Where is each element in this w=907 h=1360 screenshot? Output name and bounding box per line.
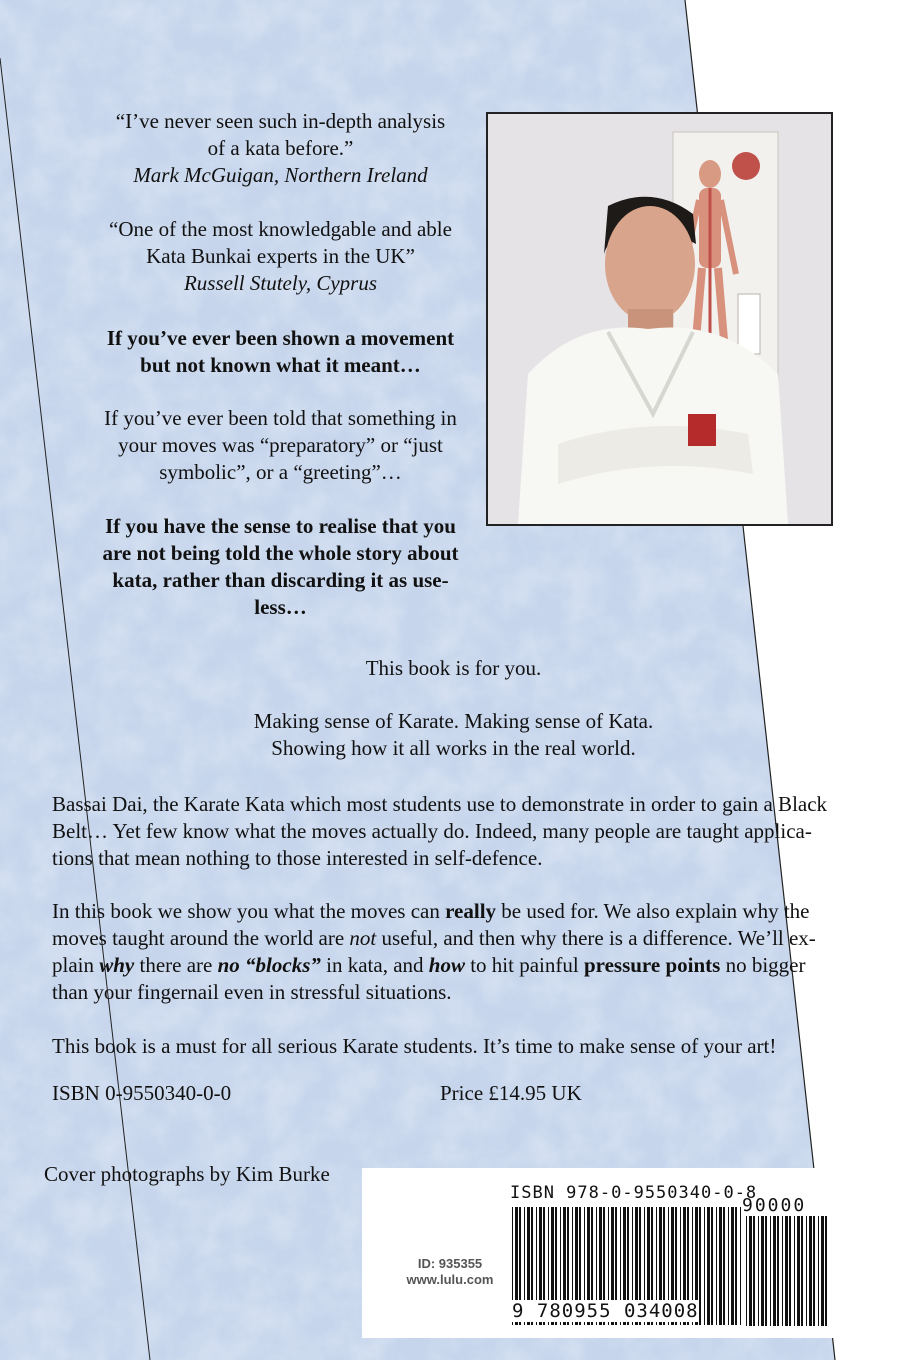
isbn-13-label: ISBN 978-0-9550340-0-8 xyxy=(510,1183,758,1203)
quote-text-line: “One of the most knowledgable and able xyxy=(109,217,452,241)
pitch-line: symbolic”, or a “greeting”… xyxy=(159,460,402,484)
text-run: useful, and then why there is a difference. We’ll ex- xyxy=(376,926,816,950)
tagline-line-1: Making sense of Karate. Making sense of Kata. xyxy=(253,709,654,733)
barcode-bar xyxy=(813,1216,815,1326)
barcode-bar xyxy=(753,1216,755,1326)
barcode-bar xyxy=(758,1216,759,1326)
pitch-whole-story xyxy=(88,513,473,621)
price: Price £14.95 UK xyxy=(440,1081,582,1105)
karateka-portrait-illustration xyxy=(488,114,831,524)
quote-text-line: Kata Bunkai experts in the UK” xyxy=(146,244,415,268)
barcode-bar xyxy=(731,1207,734,1325)
pitch-line: If you’ve ever been shown a movement xyxy=(106,326,455,350)
quote-mcguigan xyxy=(88,108,473,189)
barcode-bar xyxy=(716,1207,717,1325)
barcode-bar xyxy=(728,1207,729,1325)
barcode-bar xyxy=(782,1216,783,1326)
paragraph-line: tions that mean nothing to those interested in self-defence. xyxy=(52,846,543,870)
price-addon-number: 90000 xyxy=(742,1195,807,1216)
text-run: moves taught around the world are xyxy=(52,926,350,950)
text-run: plain xyxy=(52,953,100,977)
quote-author: Russell Stutely, Cyprus xyxy=(183,271,378,295)
barcode-bar xyxy=(704,1207,705,1325)
text-run: In this book we show you what the moves can xyxy=(52,899,446,923)
bassai-dai-paragraph xyxy=(52,791,857,872)
pitch-line: your moves was “preparatory” or “just xyxy=(118,433,443,457)
paragraph-line: Bassai Dai, the Karate Kata which most students use to demonstrate in order to gain a Black xyxy=(52,792,828,816)
emphasis-how: how xyxy=(428,953,465,977)
barcode-bar xyxy=(735,1207,737,1325)
paragraph-line: than your fingernail even in stressful situations. xyxy=(52,980,452,1004)
barcode-bar xyxy=(699,1207,701,1325)
in-this-book-paragraph xyxy=(52,898,857,1006)
barcode-bar xyxy=(809,1216,812,1326)
tagline-line-2: Showing how it all works in the real world. xyxy=(271,736,636,760)
must-read-line: This book is a must for all serious Karate students. It’s time to make sense of your art! xyxy=(52,1034,777,1058)
barcode-bar xyxy=(749,1216,752,1326)
lulu-url: www.lulu.com xyxy=(406,1272,494,1287)
text-run: there are xyxy=(134,953,218,977)
text-run: in kata, and xyxy=(320,953,429,977)
quote-stutely xyxy=(88,216,473,297)
quote-text-line: of a kata before.” xyxy=(207,136,354,160)
emphasis-why: why xyxy=(99,953,135,977)
pitch-line: kata, rather than discarding it as use- xyxy=(112,568,449,592)
lulu-id: ID: 935355 xyxy=(417,1256,483,1271)
barcode-bar xyxy=(719,1207,722,1325)
barcode-bar xyxy=(797,1216,800,1326)
paragraph-line: Belt… Yet few know what the moves actually do. Indeed, many people are taught applica- xyxy=(52,819,812,843)
text-run: be used for. We also explain why the xyxy=(496,899,810,923)
quote-text-line: “I’ve never seen such in-depth analysis xyxy=(115,109,446,133)
pitch-preparatory xyxy=(88,405,473,486)
pitch-line: If you have the sense to realise that you xyxy=(105,514,456,538)
lulu-label xyxy=(375,1256,525,1288)
addon-barcode xyxy=(746,1216,830,1326)
paragraph-line xyxy=(52,925,857,952)
photo-credit: Cover photographs by Kim Burke xyxy=(44,1162,330,1186)
emphasis-pressure-points: pressure points xyxy=(583,953,721,977)
quote-author: Mark McGuigan, Northern Ireland xyxy=(133,163,428,187)
paragraph-line xyxy=(52,952,857,979)
barcode-bar xyxy=(770,1216,771,1326)
barcode-bar xyxy=(825,1216,827,1326)
barcode-bar xyxy=(801,1216,803,1326)
barcode-bar xyxy=(761,1216,764,1326)
pitch-line: less… xyxy=(254,595,307,619)
barcode-bar xyxy=(806,1216,807,1326)
isbn-10: ISBN 0-9550340-0-0 xyxy=(52,1081,232,1105)
pitch-shown-movement xyxy=(88,325,473,379)
barcode-bar xyxy=(818,1216,819,1326)
pitch-line: If you’ve ever been told that something in xyxy=(104,406,457,430)
emphasis-no-blocks: no “blocks” xyxy=(217,953,321,977)
paragraph-line xyxy=(52,898,857,925)
barcode-bar xyxy=(777,1216,779,1326)
barcode-bar xyxy=(746,1216,747,1326)
barcode-bar xyxy=(785,1216,788,1326)
this-book-is-for-you: This book is for you. xyxy=(365,656,542,680)
emphasis-really: really xyxy=(445,899,497,923)
author-photo xyxy=(486,112,833,526)
ean-number: 9 780955 034008 xyxy=(512,1300,699,1322)
barcode-bar xyxy=(794,1216,795,1326)
barcode-bar xyxy=(723,1207,725,1325)
pitch-line: are not being told the whole story about xyxy=(102,541,459,565)
barcode-bar xyxy=(773,1216,776,1326)
barcode-bar xyxy=(765,1216,767,1326)
text-run: no bigger xyxy=(720,953,806,977)
barcode-bar xyxy=(789,1216,791,1326)
text-run: to hit painful xyxy=(464,953,584,977)
barcode-bar xyxy=(711,1207,713,1325)
barcode-bar xyxy=(740,1207,741,1325)
barcode-bar xyxy=(707,1207,710,1325)
barcode-bar xyxy=(821,1216,824,1326)
pitch-line: but not known what it meant… xyxy=(140,353,421,377)
emphasis-not: not xyxy=(349,926,377,950)
